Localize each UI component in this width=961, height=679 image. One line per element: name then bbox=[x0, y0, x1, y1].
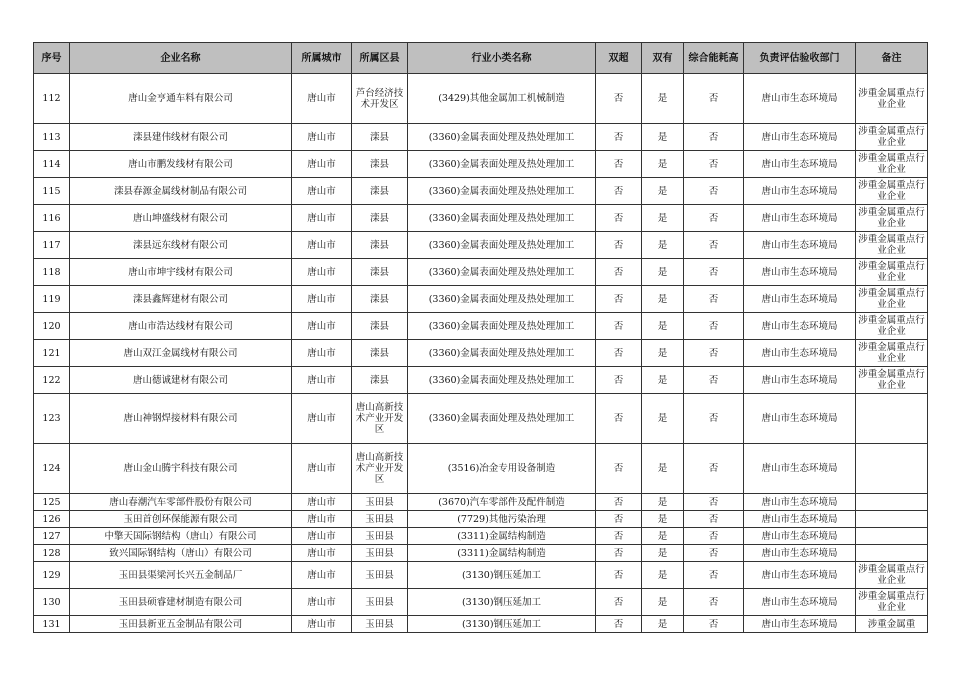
industry-name: (3360)金属表面处理及热处理加工 bbox=[408, 151, 596, 178]
district: 玉田县 bbox=[352, 589, 408, 616]
shuangchao-value: 否 bbox=[596, 340, 642, 367]
shuangyou-value: 是 bbox=[642, 367, 684, 394]
company-name: 唐山金亨通车料有限公司 bbox=[70, 74, 292, 124]
industry-name: (3360)金属表面处理及热处理加工 bbox=[408, 178, 596, 205]
table-row bbox=[34, 178, 928, 205]
note: 涉重金属重点行业企业 bbox=[856, 562, 928, 589]
energy-value: 否 bbox=[684, 511, 744, 528]
city: 唐山市 bbox=[292, 286, 352, 313]
industry-name: (3311)金属结构制造 bbox=[408, 528, 596, 545]
energy-value: 否 bbox=[684, 562, 744, 589]
company-name: 玉田县硕睿建材制造有限公司 bbox=[70, 589, 292, 616]
note: 涉重金属重点行业企业 bbox=[856, 367, 928, 394]
note: 涉重金属重点行业企业 bbox=[856, 313, 928, 340]
industry-name: (3360)金属表面处理及热处理加工 bbox=[408, 205, 596, 232]
dept-name: 唐山市生态环境局 bbox=[744, 494, 856, 511]
row-number: 121 bbox=[34, 340, 70, 367]
row-number: 115 bbox=[34, 178, 70, 205]
industry-name: (3360)金属表面处理及热处理加工 bbox=[408, 394, 596, 444]
table-row bbox=[34, 74, 928, 124]
shuangyou-value: 是 bbox=[642, 444, 684, 494]
header-energy: 综合能耗高 bbox=[684, 43, 744, 74]
note: 涉重金属重 bbox=[856, 616, 928, 633]
shuangyou-value: 是 bbox=[642, 511, 684, 528]
energy-value: 否 bbox=[684, 205, 744, 232]
energy-value: 否 bbox=[684, 444, 744, 494]
table-header-row bbox=[34, 43, 928, 74]
city: 唐山市 bbox=[292, 444, 352, 494]
table-row bbox=[34, 367, 928, 394]
district: 玉田县 bbox=[352, 511, 408, 528]
dept-name: 唐山市生态环境局 bbox=[744, 545, 856, 562]
company-name: 中擎天国际钢结构（唐山）有限公司 bbox=[70, 528, 292, 545]
shuangchao-value: 否 bbox=[596, 286, 642, 313]
note bbox=[856, 494, 928, 511]
shuangyou-value: 是 bbox=[642, 494, 684, 511]
note bbox=[856, 444, 928, 494]
dept-name: 唐山市生态环境局 bbox=[744, 616, 856, 633]
energy-value: 否 bbox=[684, 616, 744, 633]
district: 滦县 bbox=[352, 232, 408, 259]
dept-name: 唐山市生态环境局 bbox=[744, 205, 856, 232]
city: 唐山市 bbox=[292, 589, 352, 616]
energy-value: 否 bbox=[684, 528, 744, 545]
shuangchao-value: 否 bbox=[596, 178, 642, 205]
note: 涉重金属重点行业企业 bbox=[856, 232, 928, 259]
dept-name: 唐山市生态环境局 bbox=[744, 74, 856, 124]
table-row bbox=[34, 616, 928, 633]
shuangchao-value: 否 bbox=[596, 205, 642, 232]
city: 唐山市 bbox=[292, 232, 352, 259]
city: 唐山市 bbox=[292, 528, 352, 545]
shuangchao-value: 否 bbox=[596, 562, 642, 589]
district: 唐山高新技术产业开发区 bbox=[352, 444, 408, 494]
shuangchao-value: 否 bbox=[596, 545, 642, 562]
industry-name: (3360)金属表面处理及热处理加工 bbox=[408, 259, 596, 286]
industry-name: (3670)汽车零部件及配件制造 bbox=[408, 494, 596, 511]
dept-name: 唐山市生态环境局 bbox=[744, 178, 856, 205]
industry-name: (3360)金属表面处理及热处理加工 bbox=[408, 367, 596, 394]
city: 唐山市 bbox=[292, 124, 352, 151]
district: 滦县 bbox=[352, 151, 408, 178]
district: 玉田县 bbox=[352, 616, 408, 633]
note: 涉重金属重点行业企业 bbox=[856, 124, 928, 151]
dept-name: 唐山市生态环境局 bbox=[744, 562, 856, 589]
energy-value: 否 bbox=[684, 589, 744, 616]
row-number: 124 bbox=[34, 444, 70, 494]
company-name: 玉田首创环保能源有限公司 bbox=[70, 511, 292, 528]
shuangchao-value: 否 bbox=[596, 151, 642, 178]
shuangchao-value: 否 bbox=[596, 616, 642, 633]
dept-name: 唐山市生态环境局 bbox=[744, 444, 856, 494]
table-row bbox=[34, 151, 928, 178]
shuangyou-value: 是 bbox=[642, 286, 684, 313]
note bbox=[856, 528, 928, 545]
table-row bbox=[34, 124, 928, 151]
dept-name: 唐山市生态环境局 bbox=[744, 511, 856, 528]
company-name: 玉田县渠梁河长兴五金制品厂 bbox=[70, 562, 292, 589]
dept-name: 唐山市生态环境局 bbox=[744, 394, 856, 444]
dept-name: 唐山市生态环境局 bbox=[744, 286, 856, 313]
header-note: 备注 bbox=[856, 43, 928, 74]
note: 涉重金属重点行业企业 bbox=[856, 259, 928, 286]
company-name: 滦县鑫辉建材有限公司 bbox=[70, 286, 292, 313]
district: 唐山高新技术产业开发区 bbox=[352, 394, 408, 444]
note: 涉重金属重点行业企业 bbox=[856, 151, 928, 178]
energy-value: 否 bbox=[684, 151, 744, 178]
table-row bbox=[34, 444, 928, 494]
district: 滦县 bbox=[352, 178, 408, 205]
row-number: 128 bbox=[34, 545, 70, 562]
industry-name: (7729)其他污染治理 bbox=[408, 511, 596, 528]
industry-name: (3429)其他金属加工机械制造 bbox=[408, 74, 596, 124]
table-row bbox=[34, 394, 928, 444]
industry-name: (3130)钢压延加工 bbox=[408, 562, 596, 589]
industry-name: (3360)金属表面处理及热处理加工 bbox=[408, 232, 596, 259]
shuangyou-value: 是 bbox=[642, 124, 684, 151]
energy-value: 否 bbox=[684, 340, 744, 367]
company-name: 滦县春源金属线材制品有限公司 bbox=[70, 178, 292, 205]
table-row bbox=[34, 313, 928, 340]
dept-name: 唐山市生态环境局 bbox=[744, 313, 856, 340]
row-number: 117 bbox=[34, 232, 70, 259]
company-name: 滦县建伟线材有限公司 bbox=[70, 124, 292, 151]
shuangyou-value: 是 bbox=[642, 394, 684, 444]
energy-value: 否 bbox=[684, 313, 744, 340]
row-number: 118 bbox=[34, 259, 70, 286]
district: 芦台经济技术开发区 bbox=[352, 74, 408, 124]
table-row bbox=[34, 511, 928, 528]
shuangyou-value: 是 bbox=[642, 562, 684, 589]
shuangchao-value: 否 bbox=[596, 232, 642, 259]
energy-value: 否 bbox=[684, 367, 744, 394]
district: 滦县 bbox=[352, 340, 408, 367]
table-row bbox=[34, 589, 928, 616]
district: 滦县 bbox=[352, 259, 408, 286]
header-shuangchao: 双超 bbox=[596, 43, 642, 74]
table-row bbox=[34, 494, 928, 511]
industry-name: (3360)金属表面处理及热处理加工 bbox=[408, 286, 596, 313]
header-dept: 负责评估验收部门 bbox=[744, 43, 856, 74]
shuangyou-value: 是 bbox=[642, 259, 684, 286]
shuangchao-value: 否 bbox=[596, 494, 642, 511]
city: 唐山市 bbox=[292, 259, 352, 286]
industry-name: (3311)金属结构制造 bbox=[408, 545, 596, 562]
energy-value: 否 bbox=[684, 259, 744, 286]
row-number: 125 bbox=[34, 494, 70, 511]
energy-value: 否 bbox=[684, 124, 744, 151]
energy-value: 否 bbox=[684, 178, 744, 205]
row-number: 120 bbox=[34, 313, 70, 340]
shuangyou-value: 是 bbox=[642, 151, 684, 178]
district: 玉田县 bbox=[352, 545, 408, 562]
energy-value: 否 bbox=[684, 286, 744, 313]
company-name: 唐山春潮汽车零部件股份有限公司 bbox=[70, 494, 292, 511]
city: 唐山市 bbox=[292, 178, 352, 205]
shuangyou-value: 是 bbox=[642, 205, 684, 232]
table-row bbox=[34, 259, 928, 286]
energy-value: 否 bbox=[684, 494, 744, 511]
note bbox=[856, 394, 928, 444]
city: 唐山市 bbox=[292, 494, 352, 511]
shuangyou-value: 是 bbox=[642, 616, 684, 633]
row-number: 123 bbox=[34, 394, 70, 444]
shuangchao-value: 否 bbox=[596, 259, 642, 286]
shuangyou-value: 是 bbox=[642, 232, 684, 259]
district: 玉田县 bbox=[352, 562, 408, 589]
table-row bbox=[34, 286, 928, 313]
energy-value: 否 bbox=[684, 394, 744, 444]
city: 唐山市 bbox=[292, 74, 352, 124]
company-name: 滦县远东线材有限公司 bbox=[70, 232, 292, 259]
city: 唐山市 bbox=[292, 313, 352, 340]
shuangchao-value: 否 bbox=[596, 511, 642, 528]
note: 涉重金属重点行业企业 bbox=[856, 178, 928, 205]
header-district: 所属区县 bbox=[352, 43, 408, 74]
district: 玉田县 bbox=[352, 528, 408, 545]
note: 涉重金属重点行业企业 bbox=[856, 589, 928, 616]
header-company-name: 企业名称 bbox=[70, 43, 292, 74]
table-row bbox=[34, 528, 928, 545]
shuangchao-value: 否 bbox=[596, 394, 642, 444]
district: 滦县 bbox=[352, 367, 408, 394]
row-number: 114 bbox=[34, 151, 70, 178]
city: 唐山市 bbox=[292, 616, 352, 633]
table-row bbox=[34, 232, 928, 259]
row-number: 131 bbox=[34, 616, 70, 633]
enterprise-table bbox=[33, 42, 928, 633]
company-name: 唐山德诚建材有限公司 bbox=[70, 367, 292, 394]
company-name: 唐山双江金属线材有限公司 bbox=[70, 340, 292, 367]
energy-value: 否 bbox=[684, 232, 744, 259]
row-number: 130 bbox=[34, 589, 70, 616]
company-name: 唐山坤盛线材有限公司 bbox=[70, 205, 292, 232]
company-name: 唐山市鹏发线材有限公司 bbox=[70, 151, 292, 178]
header-shuangyou: 双有 bbox=[642, 43, 684, 74]
district: 滦县 bbox=[352, 313, 408, 340]
row-number: 126 bbox=[34, 511, 70, 528]
dept-name: 唐山市生态环境局 bbox=[744, 151, 856, 178]
row-number: 129 bbox=[34, 562, 70, 589]
district: 滦县 bbox=[352, 124, 408, 151]
city: 唐山市 bbox=[292, 562, 352, 589]
industry-name: (3130)钢压延加工 bbox=[408, 589, 596, 616]
city: 唐山市 bbox=[292, 367, 352, 394]
shuangchao-value: 否 bbox=[596, 124, 642, 151]
company-name: 玉田县新亚五金制品有限公司 bbox=[70, 616, 292, 633]
dept-name: 唐山市生态环境局 bbox=[744, 232, 856, 259]
row-number: 122 bbox=[34, 367, 70, 394]
note bbox=[856, 511, 928, 528]
company-name: 唐山金山腾宇科技有限公司 bbox=[70, 444, 292, 494]
industry-name: (3516)冶金专用设备制造 bbox=[408, 444, 596, 494]
city: 唐山市 bbox=[292, 205, 352, 232]
note: 涉重金属重点行业企业 bbox=[856, 340, 928, 367]
city: 唐山市 bbox=[292, 340, 352, 367]
shuangyou-value: 是 bbox=[642, 74, 684, 124]
shuangchao-value: 否 bbox=[596, 313, 642, 340]
dept-name: 唐山市生态环境局 bbox=[744, 340, 856, 367]
table-row bbox=[34, 205, 928, 232]
energy-value: 否 bbox=[684, 74, 744, 124]
industry-name: (3130)钢压延加工 bbox=[408, 616, 596, 633]
shuangyou-value: 是 bbox=[642, 545, 684, 562]
industry-name: (3360)金属表面处理及热处理加工 bbox=[408, 313, 596, 340]
shuangchao-value: 否 bbox=[596, 74, 642, 124]
industry-name: (3360)金属表面处理及热处理加工 bbox=[408, 340, 596, 367]
dept-name: 唐山市生态环境局 bbox=[744, 259, 856, 286]
shuangyou-value: 是 bbox=[642, 340, 684, 367]
city: 唐山市 bbox=[292, 394, 352, 444]
row-number: 119 bbox=[34, 286, 70, 313]
shuangyou-value: 是 bbox=[642, 178, 684, 205]
shuangyou-value: 是 bbox=[642, 528, 684, 545]
shuangchao-value: 否 bbox=[596, 589, 642, 616]
header-no: 序号 bbox=[34, 43, 70, 74]
row-number: 113 bbox=[34, 124, 70, 151]
energy-value: 否 bbox=[684, 545, 744, 562]
table-row bbox=[34, 545, 928, 562]
city: 唐山市 bbox=[292, 511, 352, 528]
dept-name: 唐山市生态环境局 bbox=[744, 124, 856, 151]
note: 涉重金属重点行业企业 bbox=[856, 205, 928, 232]
industry-name: (3360)金属表面处理及热处理加工 bbox=[408, 124, 596, 151]
company-name: 致兴国际钢结构（唐山）有限公司 bbox=[70, 545, 292, 562]
shuangchao-value: 否 bbox=[596, 444, 642, 494]
company-name: 唐山市坤宇线材有限公司 bbox=[70, 259, 292, 286]
company-name: 唐山市浩达线材有限公司 bbox=[70, 313, 292, 340]
city: 唐山市 bbox=[292, 151, 352, 178]
city: 唐山市 bbox=[292, 545, 352, 562]
dept-name: 唐山市生态环境局 bbox=[744, 367, 856, 394]
shuangchao-value: 否 bbox=[596, 528, 642, 545]
shuangyou-value: 是 bbox=[642, 313, 684, 340]
shuangyou-value: 是 bbox=[642, 589, 684, 616]
district: 玉田县 bbox=[352, 494, 408, 511]
row-number: 127 bbox=[34, 528, 70, 545]
district: 滦县 bbox=[352, 205, 408, 232]
table-row bbox=[34, 340, 928, 367]
table-row bbox=[34, 562, 928, 589]
row-number: 112 bbox=[34, 74, 70, 124]
note: 涉重金属重点行业企业 bbox=[856, 74, 928, 124]
header-city: 所属城市 bbox=[292, 43, 352, 74]
dept-name: 唐山市生态环境局 bbox=[744, 528, 856, 545]
row-number: 116 bbox=[34, 205, 70, 232]
dept-name: 唐山市生态环境局 bbox=[744, 589, 856, 616]
note bbox=[856, 545, 928, 562]
shuangchao-value: 否 bbox=[596, 367, 642, 394]
company-name: 唐山神钢焊接材料有限公司 bbox=[70, 394, 292, 444]
note: 涉重金属重点行业企业 bbox=[856, 286, 928, 313]
header-industry: 行业小类名称 bbox=[408, 43, 596, 74]
district: 滦县 bbox=[352, 286, 408, 313]
